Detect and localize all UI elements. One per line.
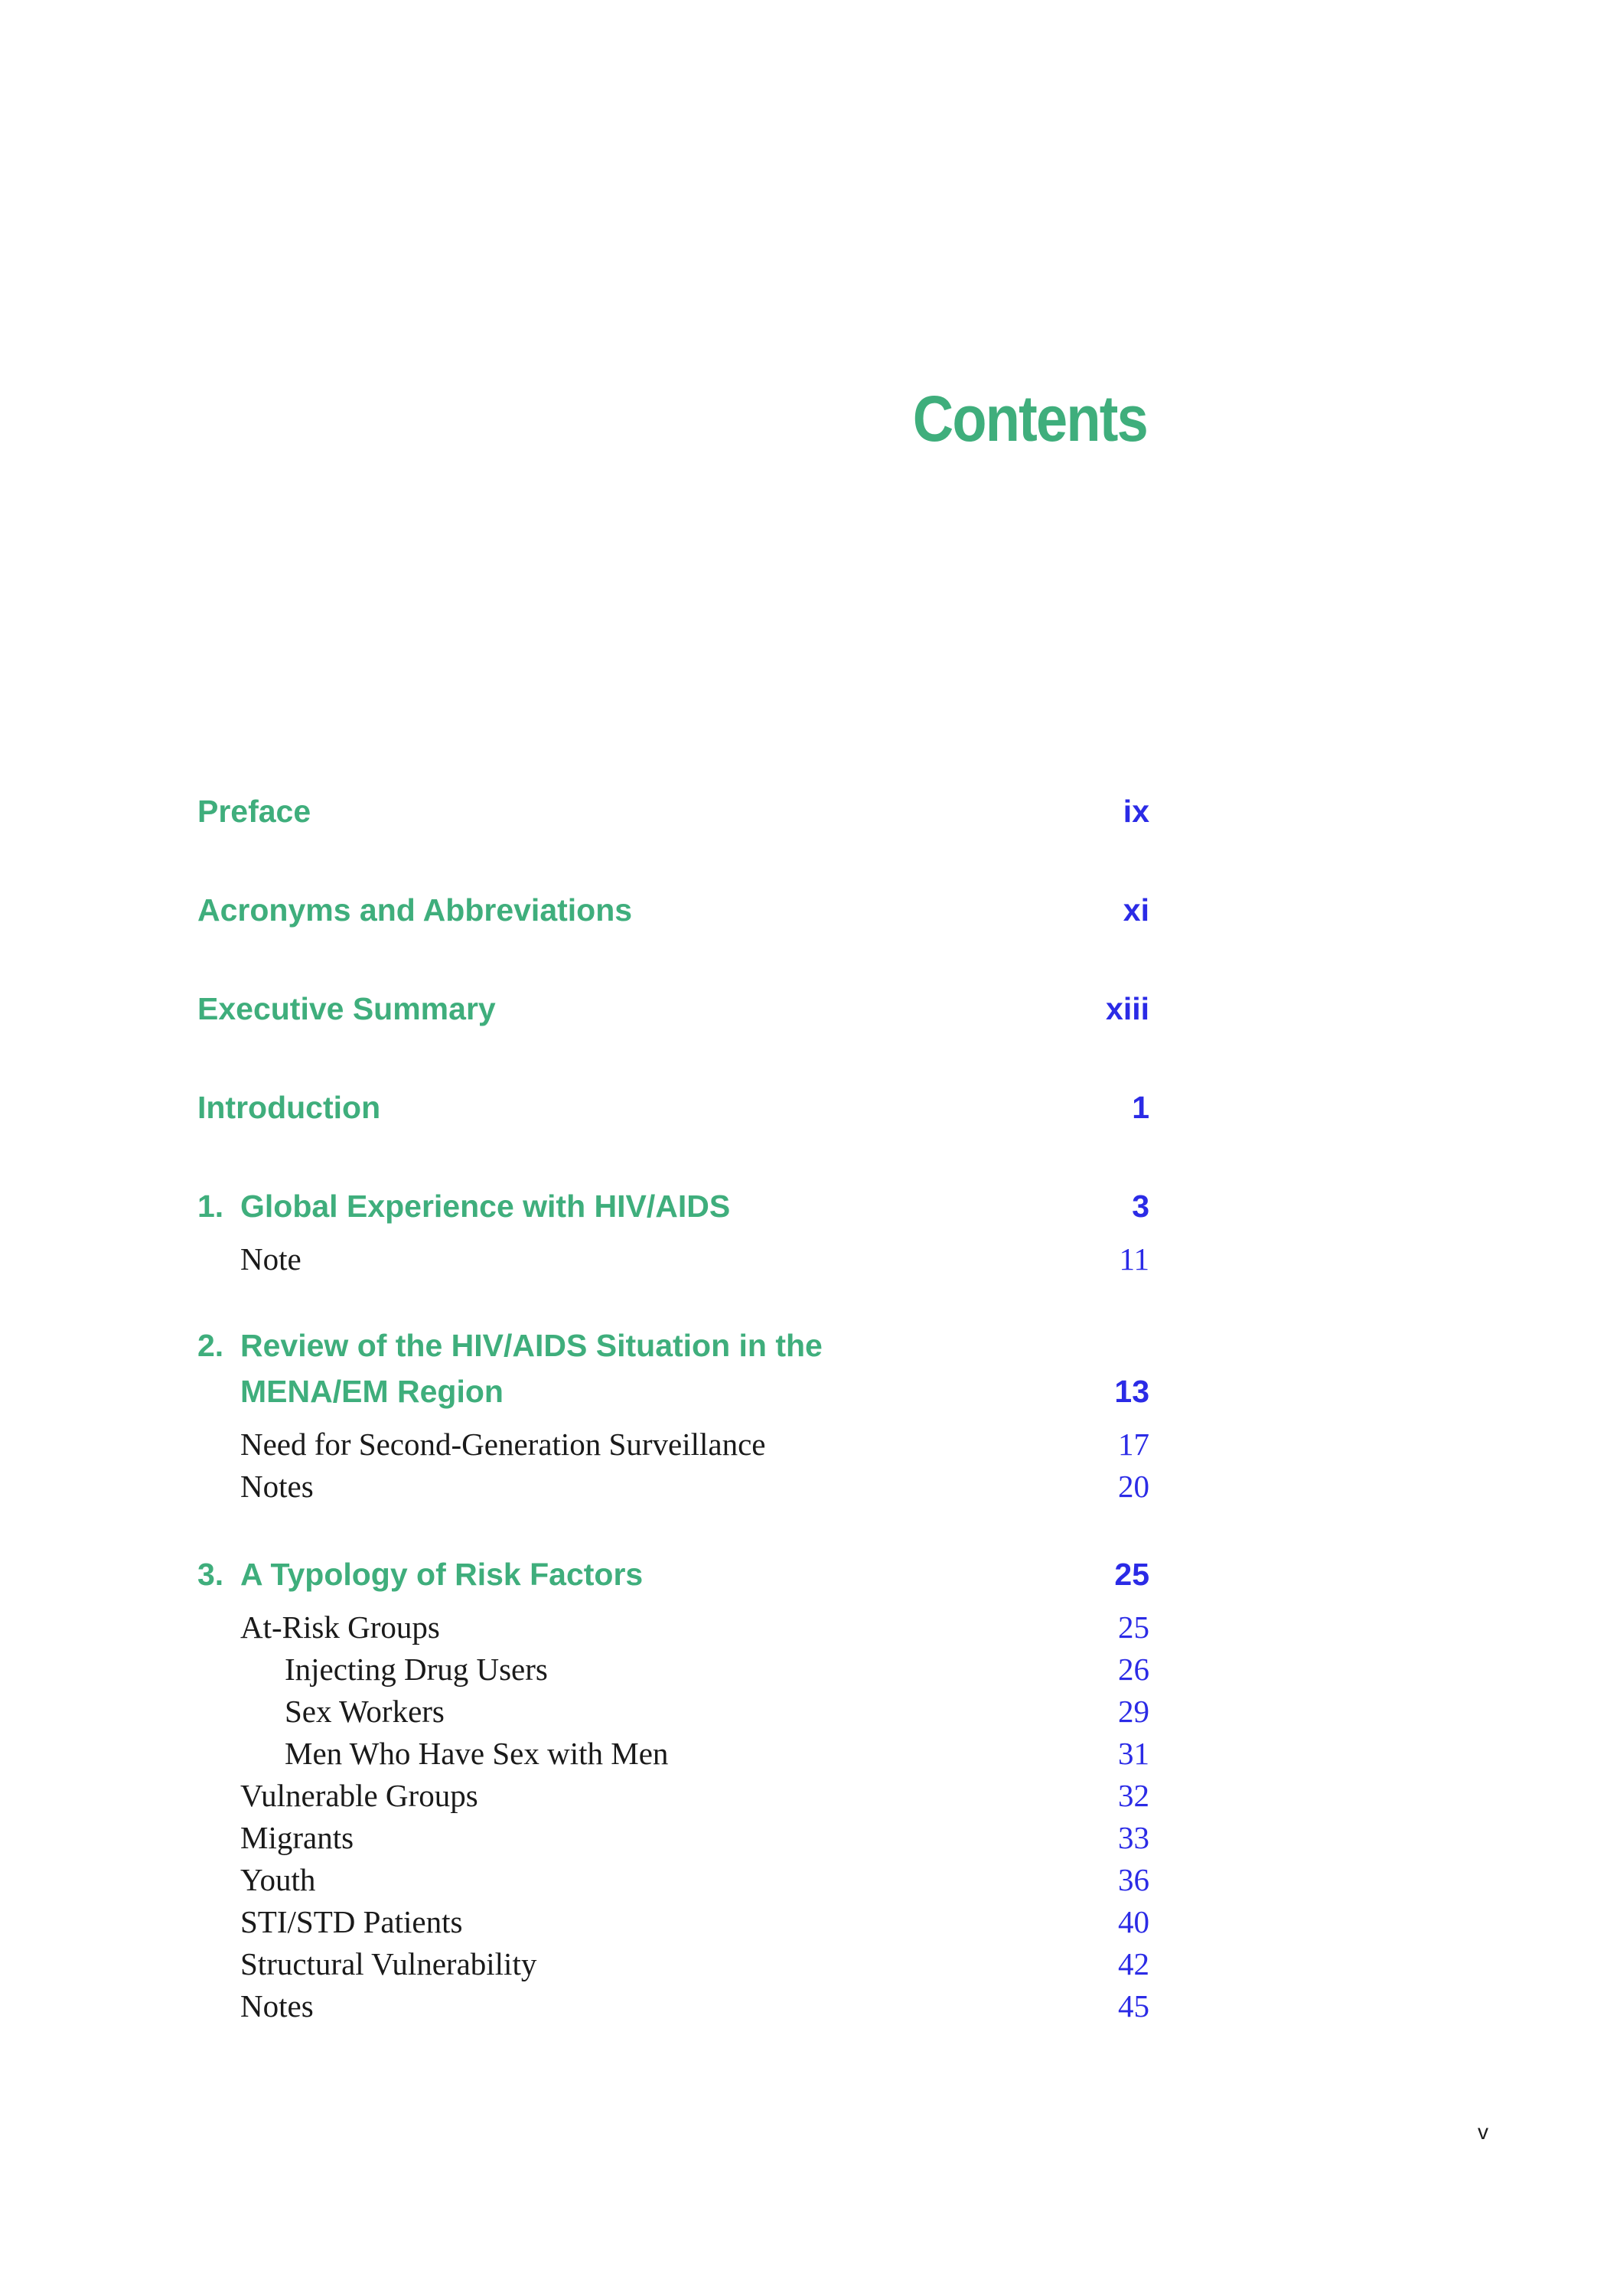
toc-entry-label-line-1[interactable]: Review of the HIV/AIDS Situation in the: [240, 1328, 823, 1363]
toc-subentry-label[interactable]: Youth: [240, 1862, 316, 1897]
toc-page-link[interactable]: 25: [1114, 1557, 1149, 1592]
toc-page-link[interactable]: 17: [1118, 1427, 1149, 1462]
toc-subentry-label[interactable]: Notes: [240, 1469, 314, 1504]
toc-subentry-label[interactable]: At-Risk Groups: [240, 1609, 440, 1645]
toc-entry-chapter-3[interactable]: [197, 1551, 1149, 1597]
toc-subsubentry[interactable]: [197, 1691, 1149, 1733]
toc-page-link[interactable]: 42: [1118, 1946, 1149, 1981]
toc-subentry-label[interactable]: Sex Workers: [285, 1694, 445, 1729]
toc-subentry[interactable]: [197, 1943, 1149, 1985]
toc-entry-chapter-1[interactable]: [197, 1183, 1149, 1229]
toc-page-link[interactable]: 25: [1118, 1609, 1149, 1645]
toc-subentry-label[interactable]: STI/STD Patients: [240, 1904, 463, 1939]
toc-page-link[interactable]: 45: [1118, 1988, 1149, 2024]
toc-page-link[interactable]: 11: [1119, 1241, 1149, 1277]
toc-subentry[interactable]: [197, 1606, 1149, 1649]
toc-page-link[interactable]: 40: [1118, 1904, 1149, 1939]
toc-page-link[interactable]: 33: [1118, 1820, 1149, 1855]
toc-page-link[interactable]: 36: [1118, 1862, 1149, 1897]
toc-subentry[interactable]: [197, 1775, 1149, 1817]
toc-subentry[interactable]: [197, 1424, 1149, 1466]
toc-subsubentry[interactable]: [197, 1649, 1149, 1691]
toc-entry-executive-summary[interactable]: [197, 986, 1149, 1032]
toc-entry-label[interactable]: A Typology of Risk Factors: [240, 1557, 644, 1592]
toc-page-link[interactable]: 32: [1118, 1778, 1149, 1813]
toc-page-link[interactable]: 20: [1118, 1469, 1149, 1504]
toc-page-link[interactable]: xiii: [1106, 991, 1149, 1026]
toc-entry-acronyms[interactable]: [197, 887, 1149, 933]
toc-entry-introduction[interactable]: [197, 1084, 1149, 1130]
toc-page-link[interactable]: xi: [1123, 892, 1149, 928]
toc-subentry[interactable]: [197, 1901, 1149, 1943]
toc-subentry-label[interactable]: Injecting Drug Users: [285, 1652, 548, 1687]
toc-subentry-label[interactable]: Notes: [240, 1988, 314, 2024]
toc-subentry-label[interactable]: Men Who Have Sex with Men: [285, 1736, 669, 1771]
toc-subentry-label[interactable]: Vulnerable Groups: [240, 1778, 478, 1813]
toc-subentry[interactable]: [197, 1238, 1149, 1280]
toc-subentry[interactable]: [197, 1859, 1149, 1901]
toc-page-link[interactable]: 29: [1118, 1694, 1149, 1729]
toc-page-link[interactable]: 31: [1118, 1736, 1149, 1771]
toc-subentry[interactable]: [197, 1466, 1149, 1508]
toc-entry-label[interactable]: Introduction: [197, 1090, 381, 1125]
toc-subsubentry[interactable]: [197, 1733, 1149, 1775]
toc-entry-label[interactable]: Preface: [197, 794, 311, 829]
toc-page-link[interactable]: 1: [1132, 1090, 1149, 1125]
toc-entry-label-line-2[interactable]: MENA/EM Region: [240, 1374, 504, 1409]
toc-entry-label[interactable]: Acronyms and Abbreviations: [197, 892, 633, 928]
toc-entry-preface[interactable]: [197, 788, 1149, 834]
toc-page-link[interactable]: 26: [1118, 1652, 1149, 1687]
page-folio: v: [1478, 2120, 1488, 2144]
toc-subentry-label[interactable]: Migrants: [240, 1820, 354, 1855]
toc-entry-chapter-2[interactable]: [197, 1322, 1149, 1414]
toc-subentry-label[interactable]: Structural Vulnerability: [240, 1946, 537, 1981]
chapter-number: 1.: [197, 1189, 224, 1224]
toc-subentry-label[interactable]: Note: [240, 1241, 302, 1277]
chapter-number: 2.: [197, 1328, 224, 1363]
toc-entry-label[interactable]: Executive Summary: [197, 991, 496, 1026]
toc-page-link[interactable]: ix: [1123, 794, 1149, 829]
toc-page-link[interactable]: 13: [1114, 1374, 1149, 1409]
page-title: Contents: [912, 383, 1147, 455]
toc-subentry-label[interactable]: Need for Second-Generation Surveillance: [240, 1427, 766, 1462]
toc-subentry[interactable]: [197, 1817, 1149, 1859]
toc-page-link[interactable]: 3: [1132, 1189, 1149, 1224]
chapter-number: 3.: [197, 1557, 224, 1592]
toc-subentry[interactable]: [197, 1985, 1149, 2027]
toc-entry-label[interactable]: Global Experience with HIV/AIDS: [240, 1189, 731, 1224]
table-of-contents: [197, 0, 1149, 2296]
